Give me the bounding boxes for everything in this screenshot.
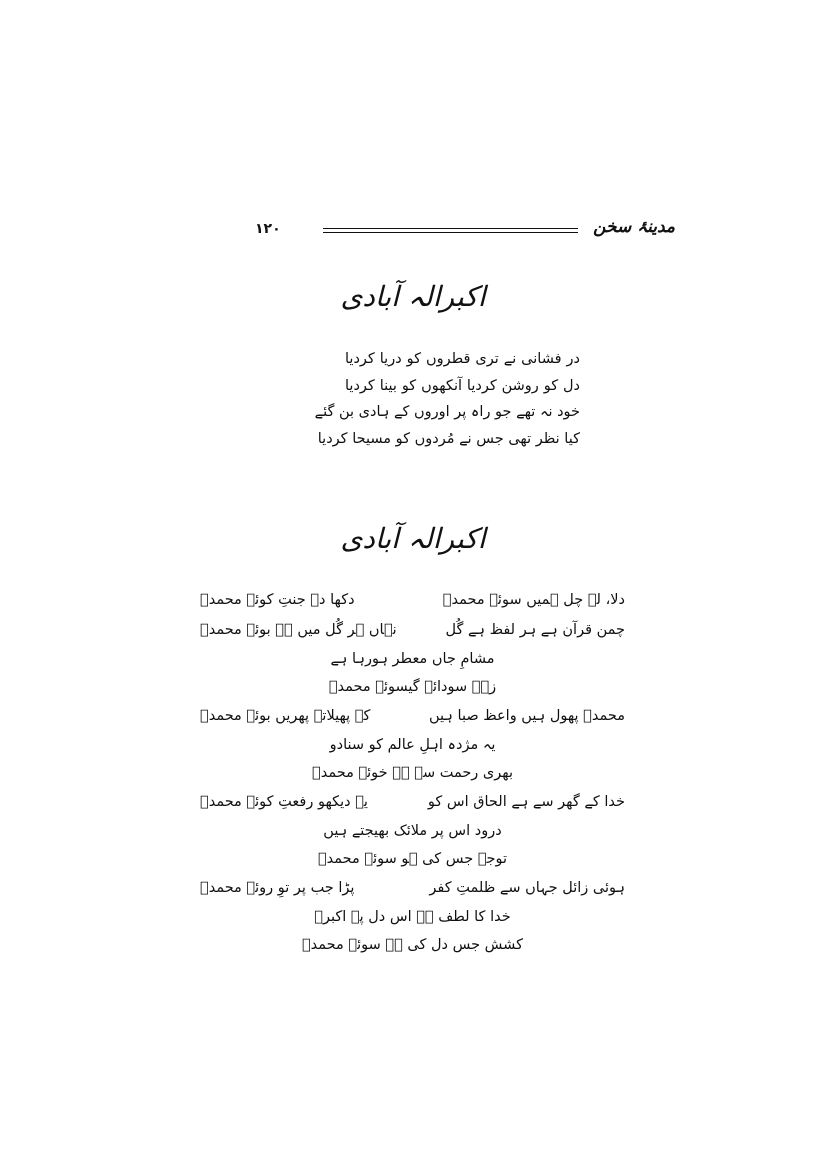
couplet <box>200 585 625 615</box>
misra-second: کہ پھیلاتے پھریں بوئے محمدؐ <box>200 708 371 724</box>
refrain-line: بھری رحمت سے ہے خوئے محمدؐ <box>312 765 513 781</box>
stanza <box>200 787 625 873</box>
misra-first: چمن قرآن ہے ہر لفظ ہے گُل <box>445 622 625 638</box>
verse-line: دل کو روشن کردیا آنکھوں کو بینا کردیا <box>345 377 580 394</box>
refrain-line: درود اس پر ملائک بھیجتے ہیں <box>323 823 502 839</box>
verse-line: خود نہ تھے جو راہ پر اوروں کے ہادی بن گئے <box>314 404 580 421</box>
misra-second: دکھا دے جنتِ کوئے محمدؐ <box>200 592 355 608</box>
refrain-line: خدا کا لطف ہے اس دل پہ اکبرؔ <box>314 909 511 925</box>
misra-second: پڑا جب پر توِ روئے محمدؐ <box>200 880 355 896</box>
misra-first: خدا کے گھر سے ہے الحاق اس کو <box>427 794 625 810</box>
section-1-heading: اکبرالہ آبادی <box>340 280 486 313</box>
refrain-line: زہے سودائے گیسوئے محمدؐ <box>328 679 497 695</box>
misra-second: یہ دیکھو رفعتِ کوئے محمدؐ <box>200 794 368 810</box>
stanza <box>200 701 625 787</box>
couplet <box>200 873 625 903</box>
couplet <box>200 701 625 731</box>
section-2-poem <box>200 585 625 959</box>
refrain-line: یہ مژدہ اہلِ عالم کو سنادو <box>329 737 496 753</box>
refrain-line: کشش جس دل کی ہے سوئے محمدؐ <box>301 937 523 953</box>
couplet <box>200 787 625 817</box>
misra-second: نہاں ہر گُل میں ہے بوئے محمدؐ <box>200 622 397 638</box>
header-rule <box>323 228 578 229</box>
verse-line: کیا نظر تھی جس نے مُردوں کو مسیحا کردیا <box>317 431 580 448</box>
running-title: مدینۂ سخن <box>593 217 675 237</box>
section-1-quatrain <box>314 346 580 453</box>
misra-first: دلا، لے چل ہمیں سوئے محمدؐ <box>442 592 625 608</box>
section-2-heading: اکبرالہ آبادی <box>340 522 486 555</box>
refrain-line: توجہ جس کی ہو سوئے محمدؐ <box>317 851 508 867</box>
misra-first: محمدؐ پھول ہیں واعظ صبا ہیں <box>429 708 625 724</box>
stanza <box>200 873 625 959</box>
verse-line: در فشانی نے تری قطروں کو دریا کردیا <box>345 351 580 367</box>
couplet <box>200 615 625 645</box>
page-number: ۱۲۰ <box>255 221 281 237</box>
misra-first: ہوئی زائل جہاں سے ظلمتِ کفر <box>429 880 625 896</box>
refrain-line: مشامِ جاں معطر ہورہا ہے <box>330 651 495 667</box>
header-rule-lower <box>323 232 578 233</box>
stanza <box>200 585 625 701</box>
